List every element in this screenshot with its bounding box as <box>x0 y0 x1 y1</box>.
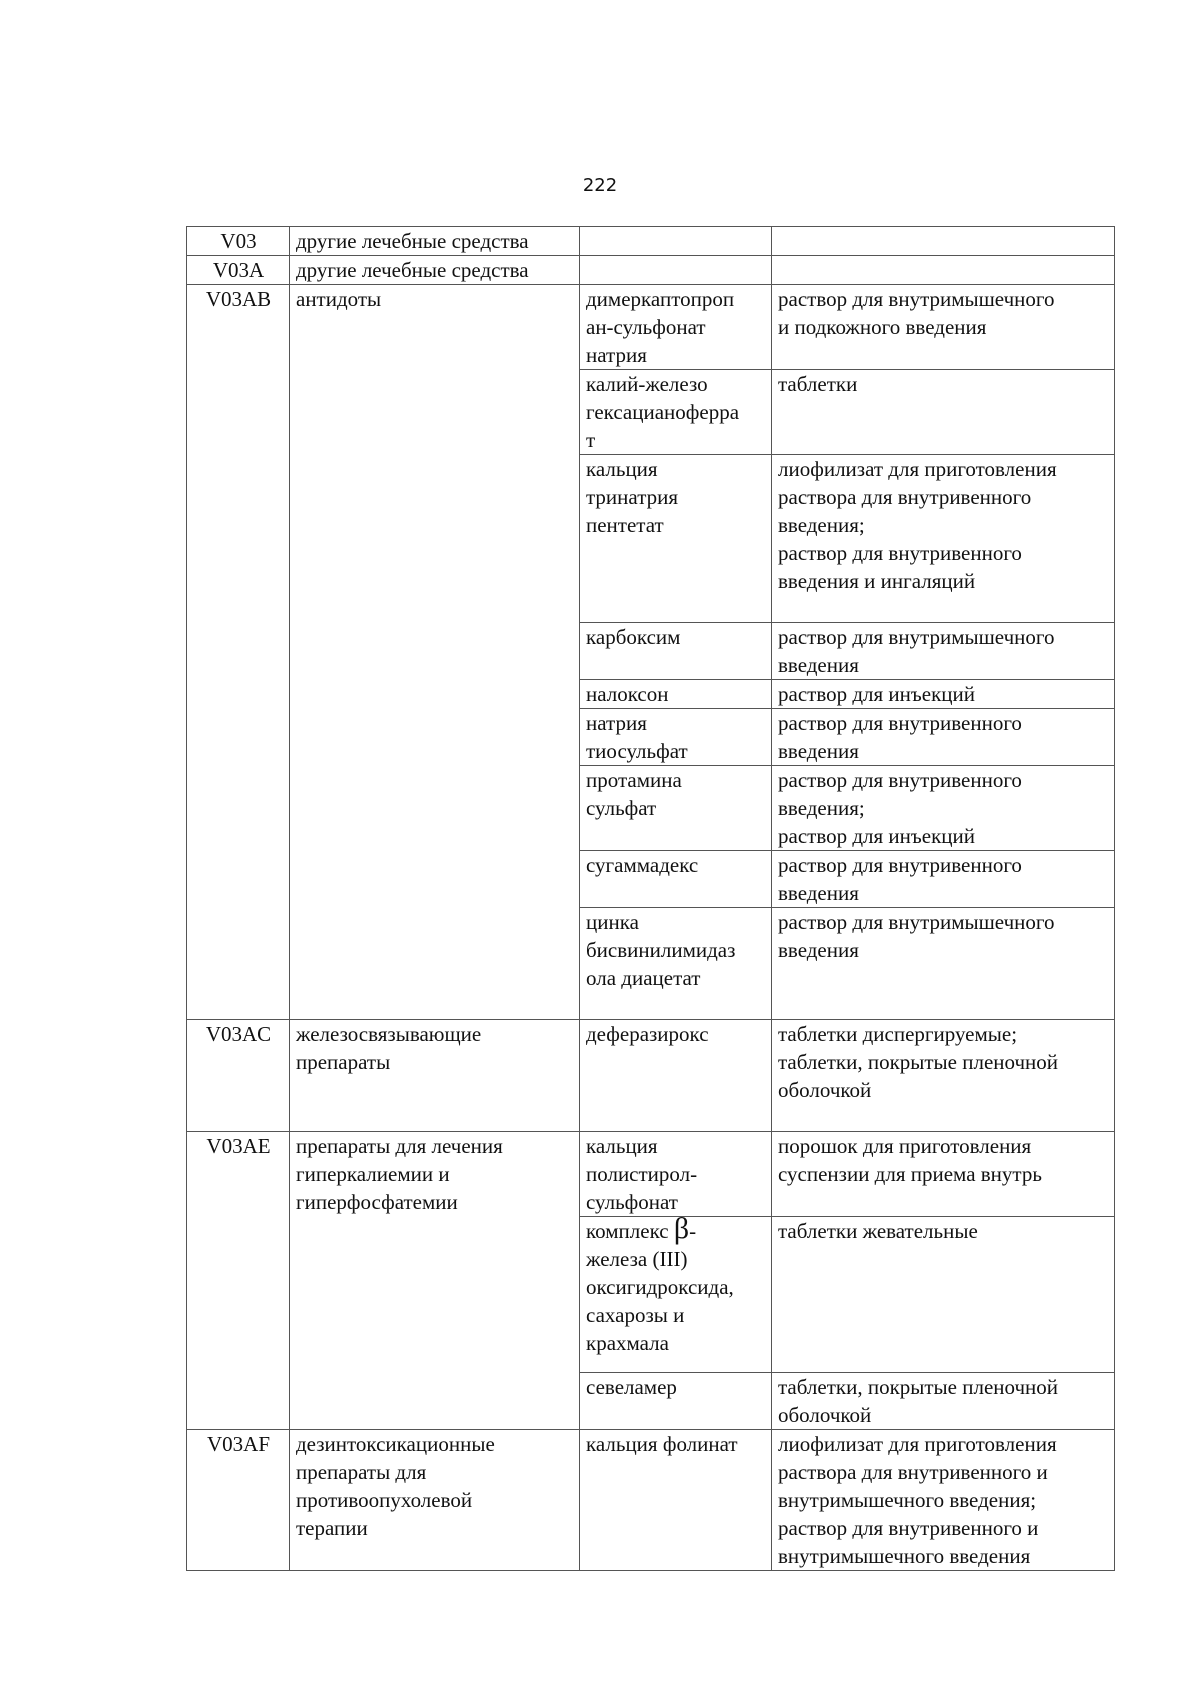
table-row <box>187 256 1115 285</box>
drug-name <box>580 1212 772 1373</box>
drug-name: цинка бисвинилимидаз ола диацетат <box>580 908 772 1020</box>
drug-name <box>580 227 772 256</box>
drug-name: карбоксим <box>580 623 772 680</box>
dosage-form: раствор для внутривенного введения; раствор для инъекций <box>772 766 1115 851</box>
drug-name: сугаммадекс <box>580 851 772 908</box>
atc-code: V03AF <box>187 1430 290 1571</box>
drug-name: деферазирокс <box>580 1020 772 1132</box>
dosage-form: таблетки, покрытые пленочной оболочкой <box>772 1373 1115 1430</box>
dosage-form: раствор для инъекций <box>772 680 1115 709</box>
drug-name: севеламер <box>580 1373 772 1430</box>
dosage-form: раствор для внутривенного введения <box>772 851 1115 908</box>
dosage-form: раствор для внутримышечного введения <box>772 908 1115 1020</box>
dosage-form: лиофилизат для приготовления раствора для внутривенного и внутримышечного введения; раствор для внутривенного и внутримышечного введения <box>772 1430 1115 1571</box>
atc-group: препараты для лечения гиперкалиемии и гиперфосфатемии <box>290 1132 580 1430</box>
dosage-form: порошок для приготовления суспензии для приема внутрь <box>772 1132 1115 1217</box>
table-row <box>187 285 1115 370</box>
drug-name: кальция фолинат <box>580 1430 772 1571</box>
dosage-form: раствор для внутримышечного и подкожного введения <box>772 285 1115 370</box>
atc-group: железосвязывающие препараты <box>290 1020 580 1132</box>
dosage-form: раствор для внутривенного введения <box>772 709 1115 766</box>
atc-group: дезинтоксикационные препараты для противоопухолевой терапии <box>290 1430 580 1571</box>
drug-name: кальция тринатрия пентетат <box>580 455 772 623</box>
atc-group: другие лечебные средства <box>290 227 580 256</box>
atc-code: V03 <box>187 227 290 256</box>
drug-name: кальция полистирол- сульфонат <box>580 1132 772 1217</box>
dosage-form <box>772 227 1115 256</box>
dosage-form <box>772 256 1115 285</box>
dosage-form: таблетки диспергируемые; таблетки, покрытые пленочной оболочкой <box>772 1020 1115 1132</box>
atc-code: V03AC <box>187 1020 290 1132</box>
atc-code: V03AE <box>187 1132 290 1430</box>
atc-code: V03A <box>187 256 290 285</box>
atc-group: антидоты <box>290 285 580 1020</box>
table-row <box>187 1020 1115 1132</box>
drug-name: калий-железо гексацианоферра т <box>580 370 772 455</box>
table-row <box>187 1132 1115 1217</box>
table-row <box>187 1430 1115 1571</box>
drug-name: натрия тиосульфат <box>580 709 772 766</box>
table-row <box>187 227 1115 256</box>
dosage-form: таблетки <box>772 370 1115 455</box>
drug-name <box>580 256 772 285</box>
atc-group: другие лечебные средства <box>290 256 580 285</box>
dosage-form: лиофилизат для приготовления раствора для внутривенного введения; раствор для внутривенного введения и ингаляций <box>772 455 1115 623</box>
drug-name: димеркаптопроп ан-сульфонат натрия <box>580 285 772 370</box>
page-number: 222 <box>582 175 618 196</box>
drug-name-suffix: - железа (III) оксигидроксида, сахарозы и крахмала <box>586 1219 734 1355</box>
drug-name-prefix: комплекс <box>586 1219 674 1243</box>
drug-name: протамина сульфат <box>580 766 772 851</box>
drug-name: налоксон <box>580 680 772 709</box>
beta-symbol: β <box>673 1212 690 1245</box>
atc-drug-table <box>186 226 1115 1571</box>
atc-code: V03AB <box>187 285 290 1020</box>
dosage-form: раствор для внутримышечного введения <box>772 623 1115 680</box>
dosage-form: таблетки жевательные <box>772 1217 1115 1373</box>
